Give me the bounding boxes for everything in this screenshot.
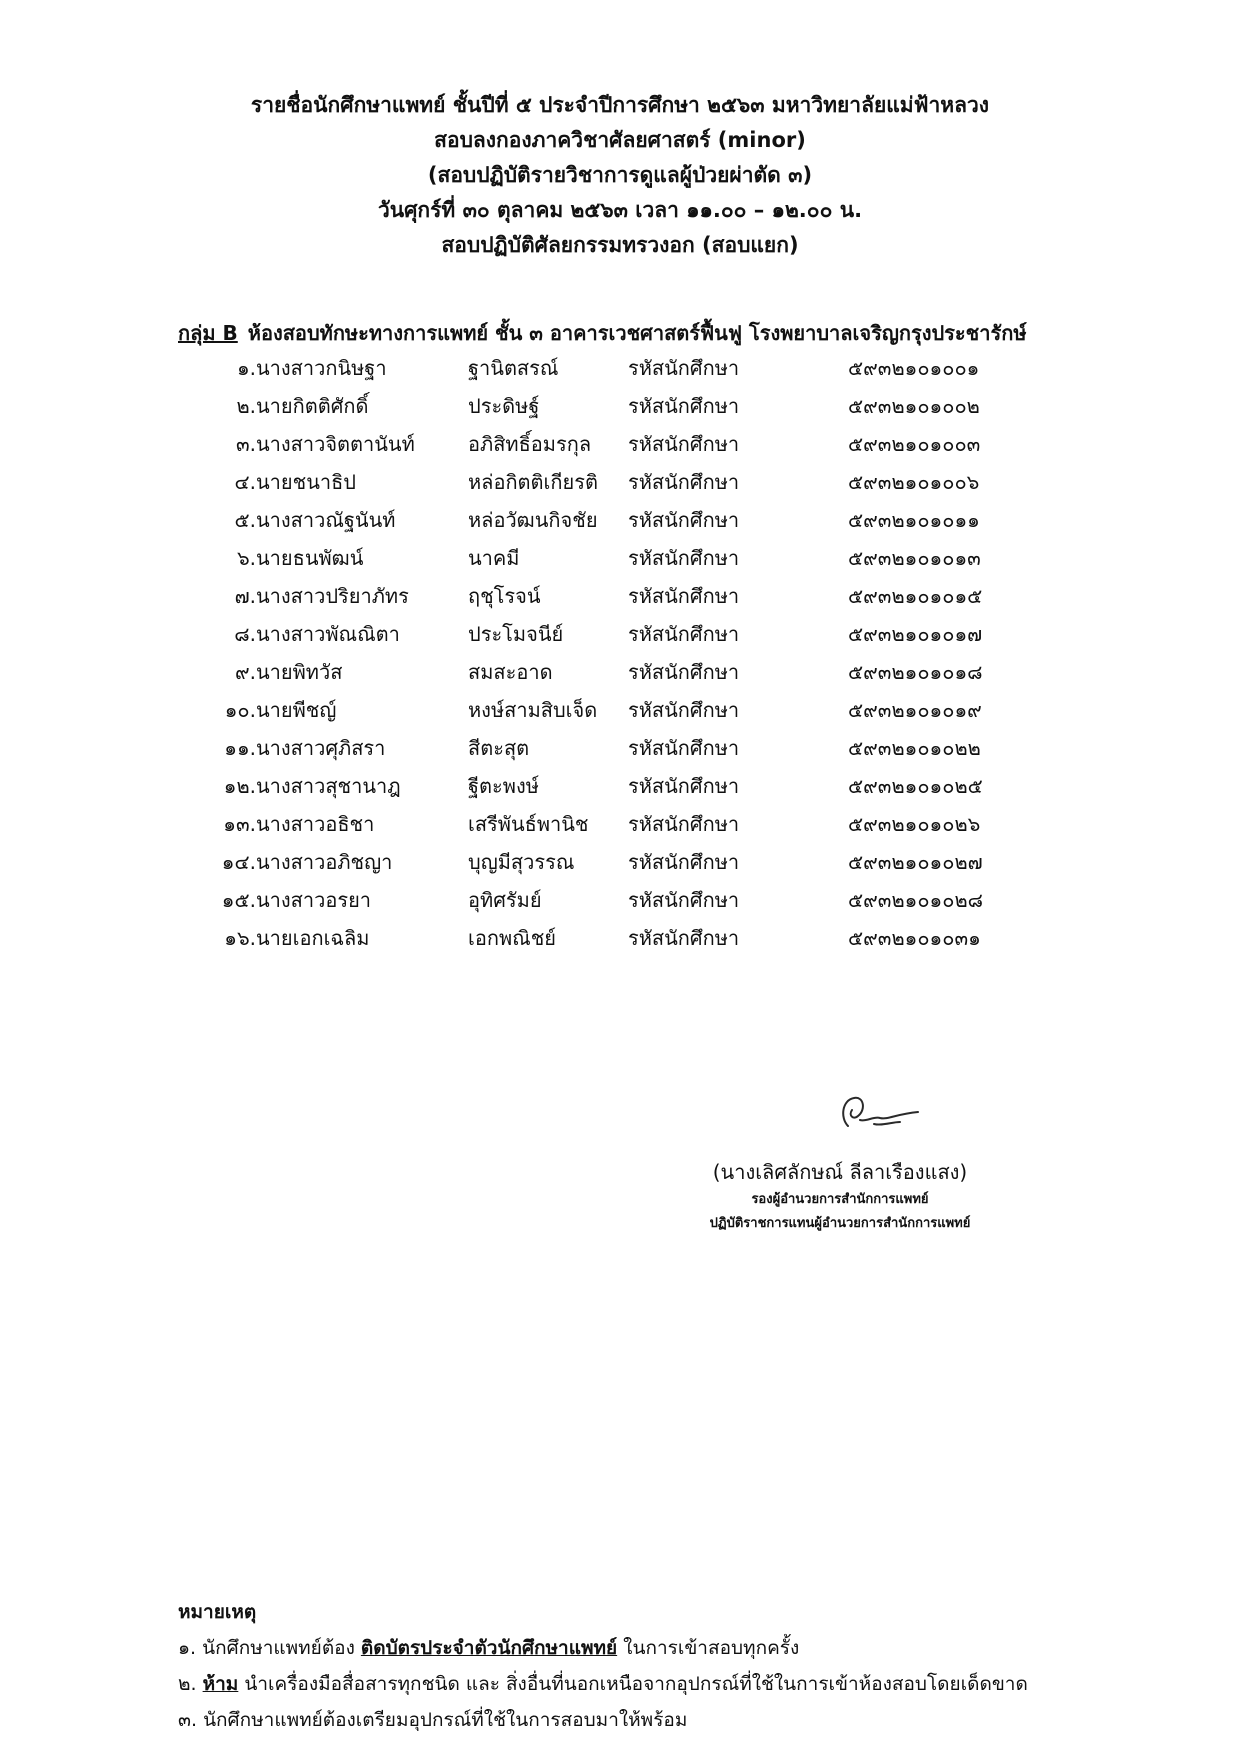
list-item <box>0 695 1240 733</box>
student-id-label: รหัสนักศึกษา <box>628 850 740 874</box>
student-number: ๑๒. <box>223 774 256 798</box>
student-id: ๕๙๓๒๑๐๑๐๐๖ <box>848 470 980 494</box>
list-item <box>0 771 1240 809</box>
header-title: รายชื่อนักศึกษาแพทย์ ชั้นปีที่ ๕ ประจำปีการศึกษา ๒๕๖๓ มหาวิทยาลัยแม่ฟ้าหลวง <box>250 93 990 117</box>
list-item <box>0 809 1240 847</box>
group-room: ห้องสอบทักษะทางการแพทย์ ชั้น ๓ อาคารเวชศาสตร์ฟื้นฟู โรงพยาบาลเจริญกรุงประชารักษ์ <box>247 321 1027 345</box>
student-first-name: นางสาวอภิชญา <box>256 850 393 874</box>
signature-block <box>690 1156 990 1236</box>
list-item <box>0 467 1240 505</box>
student-number: ๔. <box>234 470 256 494</box>
list-item <box>0 847 1240 885</box>
student-number: ๑๖. <box>224 926 256 950</box>
student-first-name: นายพิทวัส <box>256 660 343 684</box>
student-id: ๕๙๓๒๑๐๑๐๒๕ <box>848 774 983 798</box>
student-id-label: รหัสนักศึกษา <box>628 660 740 684</box>
student-number: ๑๓. <box>223 812 256 836</box>
student-id-label: รหัสนักศึกษา <box>628 584 740 608</box>
student-id-label: รหัสนักศึกษา <box>628 432 740 456</box>
student-number: ๖. <box>236 546 256 570</box>
student-id-label: รหัสนักศึกษา <box>628 356 740 380</box>
list-item <box>0 353 1240 391</box>
group-heading <box>178 317 1208 349</box>
student-first-name: นางสาวณัฐนันท์ <box>256 508 396 532</box>
student-id-label: รหัสนักศึกษา <box>628 470 740 494</box>
note-1-text-end: ในการเข้าสอบทุกครั้ง <box>617 1637 800 1659</box>
student-first-name: นางสาวศุภิสรา <box>256 736 386 760</box>
header-course: (สอบปฏิบัติรายวิชาการดูแลผู้ป่วยผ่าตัด ๓) <box>427 163 813 187</box>
student-id-label: รหัสนักศึกษา <box>628 812 740 836</box>
student-number: ๑๕. <box>221 888 256 912</box>
group-label: กลุ่ม B <box>178 321 238 345</box>
student-id: ๕๙๓๒๑๐๑๐๒๒ <box>848 736 981 760</box>
student-number: ๑๑. <box>224 736 256 760</box>
student-id: ๕๙๓๒๑๐๑๐๒๘ <box>848 888 984 912</box>
list-item <box>0 581 1240 619</box>
student-number: ๙. <box>234 660 256 684</box>
note-item-3: ๓. นักศึกษาแพทย์ต้องเตรียมอุปกรณ์ที่ใช้ในการสอบมาให้พร้อม <box>178 1709 688 1731</box>
student-first-name: นางสาวอธิชา <box>256 812 375 836</box>
student-last-name: ฐานิตสรณ์ <box>468 356 559 380</box>
student-id: ๕๙๓๒๑๐๑๐๒๖ <box>848 812 981 836</box>
signatory-name: (นางเลิศลักษณ์ ลีลาเรืองแสง) <box>712 1160 968 1184</box>
student-id-label: รหัสนักศึกษา <box>628 926 740 950</box>
student-last-name: สีตะสุต <box>468 736 530 760</box>
student-last-name: บุญมีสุวรรณ <box>468 850 575 874</box>
signatory-title: รองผู้อำนวยการสำนักการแพทย์ <box>751 1192 929 1207</box>
student-number: ๓. <box>235 432 256 456</box>
note-1-text-start: ๑. นักศึกษาแพทย์ต้อง <box>178 1637 361 1659</box>
handwritten-signature <box>826 1086 926 1136</box>
student-id: ๕๙๓๒๑๐๑๐๑๓ <box>848 546 981 570</box>
list-item <box>0 733 1240 771</box>
student-number: ๒. <box>236 394 256 418</box>
list-item <box>0 923 1240 961</box>
student-number: ๕. <box>234 508 256 532</box>
student-number: ๗. <box>234 584 256 608</box>
student-list <box>0 353 1240 961</box>
header-date-time: วันศุกร์ที่ ๓๐ ตุลาคม ๒๕๖๓ เวลา ๑๑.๐๐ – ๑๒.๐๐ น. <box>377 198 863 222</box>
list-item <box>0 505 1240 543</box>
student-last-name: เอกพณิชย์ <box>468 926 556 950</box>
student-last-name: ฤชุโรจน์ <box>468 584 541 608</box>
note-2-number: ๒. <box>178 1673 203 1695</box>
student-id: ๕๙๓๒๑๐๑๐๓๑ <box>848 926 981 950</box>
student-id: ๕๙๓๒๑๐๑๐๐๓ <box>848 432 981 456</box>
list-item <box>0 657 1240 695</box>
student-first-name: นายเอกเฉลิม <box>256 926 370 950</box>
student-id-label: รหัสนักศึกษา <box>628 774 740 798</box>
student-id: ๕๙๓๒๑๐๑๐๑๕ <box>848 584 983 608</box>
student-id: ๕๙๓๒๑๐๑๐๐๑ <box>848 356 980 380</box>
student-last-name: นาคมี <box>468 546 520 570</box>
student-id: ๕๙๓๒๑๐๑๐๑๗ <box>848 622 983 646</box>
student-first-name: นายพีชญ์ <box>256 698 337 722</box>
student-last-name: อภิสิทธิ์อมรกุล <box>468 432 592 456</box>
list-item <box>0 429 1240 467</box>
document-header <box>0 88 1240 263</box>
student-id: ๕๙๓๒๑๐๑๐๑๙ <box>848 698 982 722</box>
student-id-label: รหัสนักศึกษา <box>628 394 740 418</box>
student-last-name: หล่อกิตติเกียรติ <box>468 470 598 494</box>
student-last-name: หล่อวัฒนกิจชัย <box>468 508 598 532</box>
student-last-name: อุทิศรัมย์ <box>468 888 542 912</box>
student-last-name: ประดิษฐ์ <box>468 394 540 418</box>
student-number: ๑๔. <box>221 850 256 874</box>
student-number: ๑๐. <box>224 698 256 722</box>
notes-section <box>178 1594 1218 1738</box>
student-first-name: นางสาวปริยาภัทร <box>256 584 409 608</box>
note-item-1 <box>178 1630 1218 1666</box>
note-item-2 <box>178 1666 1218 1702</box>
student-id-label: รหัสนักศึกษา <box>628 508 740 532</box>
student-id: ๕๙๓๒๑๐๑๐๑๑ <box>848 508 980 532</box>
student-first-name: นางสาวจิตตานันท์ <box>256 432 415 456</box>
note-2-emphasis: ห้าม <box>202 1673 239 1695</box>
student-id-label: รหัสนักศึกษา <box>628 546 740 570</box>
note-2-text: นำเครื่องมือสื่อสารทุกชนิด และ สิ่งอื่นที่นอกเหนือจากอุปกรณ์ที่ใช้ในการเข้าห้องสอบโดยเด็ดขาด <box>238 1673 1028 1695</box>
notes-heading: หมายเหตุ <box>178 1601 257 1623</box>
student-first-name: นางสาวกนิษฐา <box>256 356 387 380</box>
student-id: ๕๙๓๒๑๐๑๐๐๒ <box>848 394 980 418</box>
student-first-name: นายกิตติศักดิ์ <box>256 394 369 418</box>
student-id-label: รหัสนักศึกษา <box>628 888 740 912</box>
student-first-name: นางสาวสุชานาฎ <box>256 774 401 798</box>
student-first-name: นายชนาธิป <box>256 470 356 494</box>
student-last-name: หงษ์สามสิบเจ็ด <box>468 698 598 722</box>
signatory-acting-title: ปฏิบัติราชการแทนผู้อำนวยการสำนักการแพทย์ <box>709 1216 971 1231</box>
student-number: ๘. <box>234 622 256 646</box>
student-last-name: เสรีพันธ์พานิช <box>468 812 589 836</box>
student-number: ๑. <box>236 356 256 380</box>
student-first-name: นางสาวอรยา <box>256 888 372 912</box>
student-first-name: นางสาวพัณณิตา <box>256 622 400 646</box>
student-last-name: ฐีตะพงษ์ <box>468 774 539 798</box>
list-item <box>0 885 1240 923</box>
header-exam-type: สอบปฏิบัติศัลยกรรมทรวงอก (สอบแยก) <box>441 233 799 257</box>
student-id-label: รหัสนักศึกษา <box>628 622 740 646</box>
list-item <box>0 391 1240 429</box>
student-first-name: นายธนพัฒน์ <box>256 546 364 570</box>
student-id: ๕๙๓๒๑๐๑๐๒๗ <box>848 850 983 874</box>
student-last-name: ประโมจนีย์ <box>468 622 564 646</box>
student-id-label: รหัสนักศึกษา <box>628 698 740 722</box>
list-item <box>0 543 1240 581</box>
note-1-emphasis: ติดบัตรประจำตัวนักศึกษาแพทย์ <box>360 1637 618 1659</box>
student-id: ๕๙๓๒๑๐๑๐๑๘ <box>848 660 983 684</box>
student-id-label: รหัสนักศึกษา <box>628 736 740 760</box>
student-last-name: สมสะอาด <box>468 660 553 684</box>
list-item <box>0 619 1240 657</box>
header-subtitle: สอบลงกองภาควิชาศัลยศาสตร์ (minor) <box>434 128 806 152</box>
